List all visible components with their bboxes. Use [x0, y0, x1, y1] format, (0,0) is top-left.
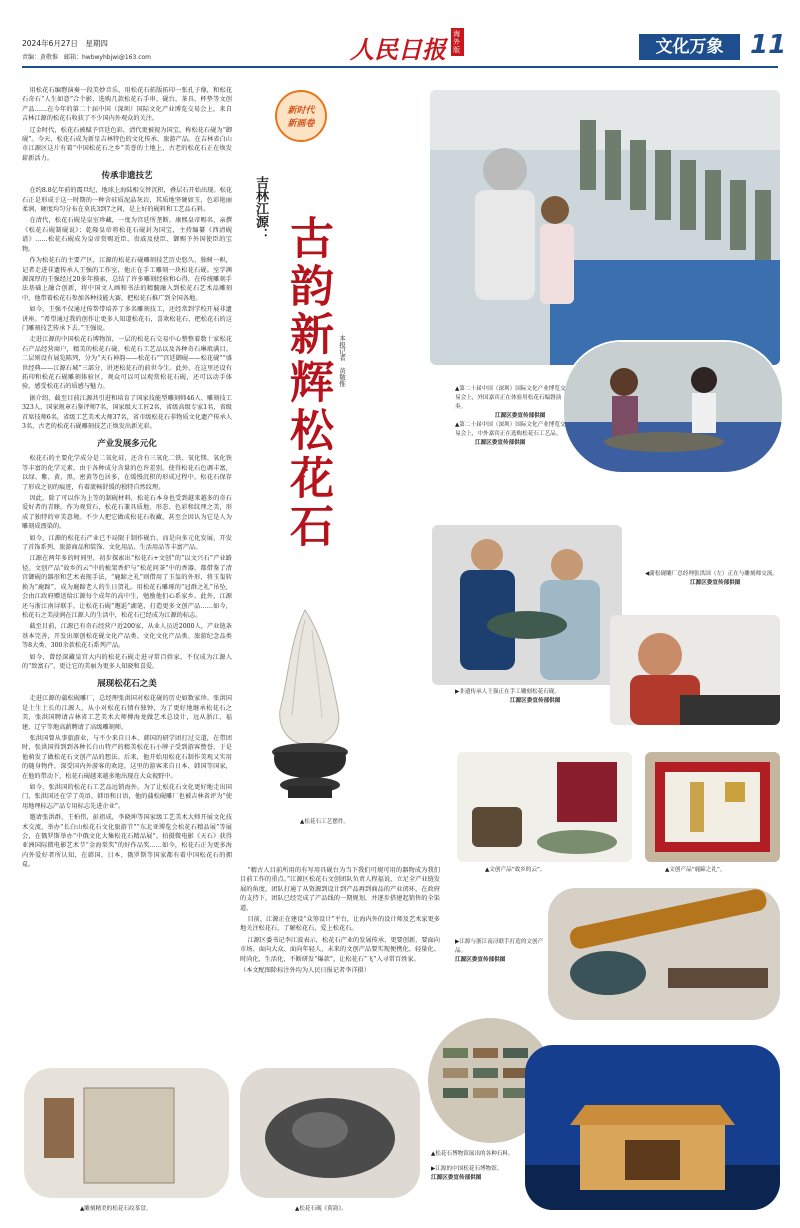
museum-building-photo: [525, 1045, 780, 1210]
caption: ▲文创产品“鹿蹄之礼”。: [665, 867, 726, 873]
section-heading: 展现松花石之美: [97, 679, 157, 690]
product-hometown-cloud-photo: [457, 752, 632, 862]
body-paragraph: 在清代，松花石砚是皇室珍藏，一度为宫廷所垄断。康熙皇帝赐名、亲撰《松花石砚制砚说》；乾隆皇帝将松花石砚封为国宝，主持编纂《西清砚谱》……松花石砚成为皇帝赏赐近臣、贵戚及使臣、御赐予外国使臣的宝物。: [22, 217, 232, 253]
product-deer-gift-photo: [645, 752, 780, 862]
body-paragraph: 松花石的主要化学成分是二氧化硅，还含有三氧化二铁、氧化镁、氧化铁等丰富的化学元素，由于各种成分含量的色许差别，使得松花石色调丰富，以绿、紫、黄、黑、密黄等色居多，在缓慢沉积的形成过程中，松花石保存了形成之初的痕迹，有着流畅舒缓的独特自然纹理。: [22, 455, 232, 491]
body-paragraph: 据介绍，截至目前江源共引进和培育了国家技能型雕刻师46人、雕刻技工323人、国家规章石鉴评师7名，国家级大工匠2名，省级高级专家1名，省级首席技师6名，省级工艺美术大师37名，省市级松花石非物质文化遗产传承人3名，古老的松花石砚雕刻技艺正焕发出新光彩。: [22, 394, 232, 430]
caption: ▲松花石博物馆展出的各种石料。 ▶江源的中国松花石博物馆。 江源区委宣传部供图: [431, 1151, 514, 1181]
brush-inkstone-photo: [548, 888, 780, 1020]
body-paragraph: 张洪国曾从事旅游业，与不少来自日本、韩国的研学团打过交道，在带团时，张洪国得到到各种长白山特产的精美松花石小牌子受到游客赞誉，于是他萌发了做松花石文创产品的想法。后来，他开始用松花石制作美观又实用的随身物件，深受国内外游客的欢迎，这里的游客来自日本、韩国等国家，在他的带动下，松花石砚越来越多地出现在大众视野中。: [22, 734, 232, 780]
series-badge: 新时代 新画卷: [275, 90, 327, 142]
caption: ▲松花石工艺摆件。: [300, 819, 350, 825]
editor-info: 责编：黄敬惟 邮箱：hwbwyhbjwi@163.com: [22, 54, 152, 61]
page-number: 11: [750, 30, 787, 60]
body-paragraph: 因此，除了可以作为上等的制砚材料，松花石本身也受到越来越多的奇石爱好者的青睐。作为观赏石，松花石兼具质地、形态、色彩和纹理之美，形成了独特的审美意境。不少人把它做成松花石收藏，甚至会因认为它是人为雕刻成漂染的。: [22, 495, 232, 531]
expo-booth-photo: [430, 90, 780, 365]
byline: 本报记者 黄敬惟: [338, 335, 346, 387]
edition-tag: 海外版: [451, 28, 464, 56]
section-heading: 产业发展多元化: [97, 439, 157, 450]
body-paragraph: “精古人目前所用的有写用具砚台为当下我们可规可用的器物成为我们目前工作的重点。”江源区松花石文创团队负责人程福说，立足全产业链发展的角度，团队打通了从资源到设计到产品再到商品的产业闭环，在政府的支持下，团队已经完成了产品线的一期规划，并逐步搭建起销售的全渠道。: [240, 867, 440, 912]
caption: ▶非遗传承人王强正在手工雕刻松花石砚。 江源区委宣传部供图: [455, 689, 561, 704]
tea-tray-photo: [24, 1068, 229, 1198]
caption: ▲第二十届中国（深圳）国际文化产业博览交易会上，外国嘉宾正在体验用松花石编磬演奏。 江源区委宣传部供图 ▲第二十届中国（深圳）国际文化产业博览交易会上，中外嘉宾正在选购松花石工艺品。 江源区委宣传部供图: [455, 386, 566, 446]
body-paragraph: 如今，王强不仅通过传帮带培养了多名雕刻技工，还经常到学校开展非遗讲座。“希望通过我的创作让更多人知道松花石，喜欢松花石，把松花石的这门雕刻技艺传承下去。”王强说。: [22, 306, 232, 332]
caption: ◀蒲松砚雕厂总经理张洪国（左）正在与雕刻师交流。 江源区委宣传部供图: [645, 571, 778, 586]
caption: ▲雕刻精美的松花石纹茶盘。: [80, 1206, 152, 1212]
body-paragraph: 邀请张洪群，王柏伟，彭祖成，李晓坤等国家级工艺美术大师开展文化技术交流，举办“长白山松花石文化旅游节”“东北亚博览会松花石精品展”等展会，在俄罗斯举办“中俄文化大集松花石精品展”。拍摄微电影《天石》获得亚洲国际微电影艺术节“金海棠奖”的好作品奖……如今，松花石正为更多海内外爱好者所认知，在韩国、日本、俄罗斯等国家都有着中国松花石的拥趸。: [22, 814, 232, 869]
body-paragraph: 江源区委书记李江波表示，松花石产业的发展传承、更要创新，要面向市场、面向大众、面向年轻人，未来的文创产品要实现便携化、轻量化、时尚化、生活化，不断研发“爆款”，让松花石“飞”入寻常百姓家。: [240, 936, 440, 963]
article-column-middle: [240, 866, 440, 1056]
lotus-inkstone-photo: [240, 1068, 420, 1198]
buyers-photo: [562, 340, 784, 474]
issue-date: 2024年6月27日 星期四: [22, 39, 108, 48]
body-paragraph: 截至目前，江源已有奇石经营户近200家，从业人员近2000人，产业链条基本完善，开发出原创松花砚文化产品类、文化文化产品类、旅游纪念品类等8大类、300余款松花石系列产品。: [22, 623, 232, 650]
body-paragraph: 在约8.8亿年前的震旦纪，地球上海陆相交替沉积，叠层石开始出现。松花石正是形成于这一时期的一种含硅质泥晶灰岩，其质地坚硬如玉，色彩艳丽柔润，硬度均匀分布在莫氏3到7之间，是上好的砚料和工艺品石料。: [22, 187, 232, 214]
photo-credit-note: （本文配图除标注外均为人民日报记者李洋摄）: [240, 967, 370, 975]
body-paragraph: 如今，江源的松花石产业已不局限于制作砚台，而是向多元化发展，开发了首饰系列、旅游商品和装饰、文化用品、生活用品等丰富产品。: [22, 534, 232, 552]
body-paragraph: 如今，张洪国的松花石工艺品远销海外。为了让松花石文化更好地走出国门，张洪国还在学了英语，韩语和日语，他的蒲松砚雕厂也被吉林省评为“使用地理标志产品专用标志先进企业”。: [22, 784, 232, 810]
body-paragraph: 走进江源的中国松花石博物馆，一层的松花石交易中心整整着数十家松花石产品经营商户，精美的松花石砚、松花石工艺品以及各种奇石琳琅满目。二层则设有展览陈列，分为“天石神韵——松花石”“宫廷御砚——松花砚”“盛世经典——江源石城”三部分，讲述松花石的前世今生。此外，在这里还设有拓印和松花石砚雕刻体验区，观众可以可以观赏松花石砚，还可以动手体验，感受松花石的质感与魅力。: [22, 336, 232, 391]
header-rule: [22, 66, 778, 68]
article-column-left: [22, 86, 232, 1071]
artisan-carving-photo: [610, 615, 780, 725]
section-title: 文化万象: [639, 34, 740, 60]
body-paragraph: 目前，江源正在建设“众筹设计”平台，让海内外的设计师及艺术家更多地关注松花石，了解松花石，爱上松花石。: [240, 916, 440, 933]
caption: ▶江源与浙江南浔联手打造的文创产品。 江源区委宣传部供图: [455, 939, 544, 963]
stone-ornament-photo: [250, 600, 370, 815]
intro-paragraph: 辽金时代，松花石被赋予宫廷色彩，清代更被视为国宝，称松花石砚为“御砚”。今天，松花石成为新星吉林特色的文化传承、旅游产品。在吉林省白山市江源区这片有着“中国松花石之乡”美誉的土地上，古老的松花石正在焕发崭新活力。: [22, 126, 232, 162]
body-paragraph: 作为松花石的主要产区，江源的松花石砚雕刻技艺历史悠久、独树一帜，记者走进非遗传承人王强的工作室，他正在手工雕刻一块松花石砚。室学渊源深厚的王强经过20多年摸索，总结了许多雕刻经验和心得，在传统雕刻手法基础上融合创新，将中国文人画和书法的精髓融入到松花石艺术品雕刻中，他带着松花石参加各种技能大赛，把松花石推广到全国各地。: [22, 257, 232, 302]
section-heading: 传承非遗技艺: [101, 171, 153, 182]
carving-discussion-photo: [432, 525, 622, 685]
body-paragraph: 江源在两年多的时间里，初步探索出“松花石+文创”的“以文兴石”产业路径。文创产品“故乡的云”中的梳架香炉与“松花问茶”中的香器，都借鉴了清宫御砚的器形和艺术表现手法，“鹿蹄之礼”则借用了玉玺的外形，将玉玺转换为“鹿蹄”，成为鹿蹄老人的生日贺礼。用松花石雕琢的“冠群之礼”吊坠，会由江政府赠送给江源每个成年的高中生，勉励他们心系家乡。此外，江源还与浙江南浔联手，让松花石砚“邂逅”湖笔，打造更多文创产品……如今，松花石之美浸润在江源人的生活中，松花石已经成为江源的标志。: [22, 555, 232, 619]
newspaper-logo: 人民日报 海外版: [350, 28, 464, 65]
body-paragraph: 如今，曾经深藏皇宫大内的松花石砚走进寻常百姓家，不仅成为江源人的“致富石”，更让它的美丽为更多人知晓和喜爱。: [22, 653, 232, 670]
caption: ▲松花石砚《荷韵》。: [295, 1206, 347, 1212]
headline-kicker: 吉林江源：: [253, 176, 268, 241]
masthead: [0, 0, 800, 72]
caption: ▲文创产品“故乡的云”。: [485, 867, 546, 873]
headline-title: 古韵新辉松花石: [282, 215, 333, 551]
intro-paragraph: 用松花石编磬演奏一段美妙音乐，用松花石拓版拓印一张孔子像，和松花石奇石“人生如意”合个影，选购几款松花石手串、砚台、茶具、杯垫等文创产品……在今年的第二十届中国（深圳）国际文化产业博览交易会上，来自吉林江源的松花石收获了不少国内外观众的关注。: [22, 87, 232, 123]
body-paragraph: 走进江源的蒲松砚雕厂，总经理张洪国对松花砚的历史如数家珍。张洪国是土生土长的江源人，从小对松花石情有独钟，为了更好地继承松花石之美，张洪国聘请吉林省工艺美术大师傅海龙做艺术总设计，远从浙江、福建、辽宁等地高薪聘请了高级雕刻师。: [22, 695, 232, 731]
